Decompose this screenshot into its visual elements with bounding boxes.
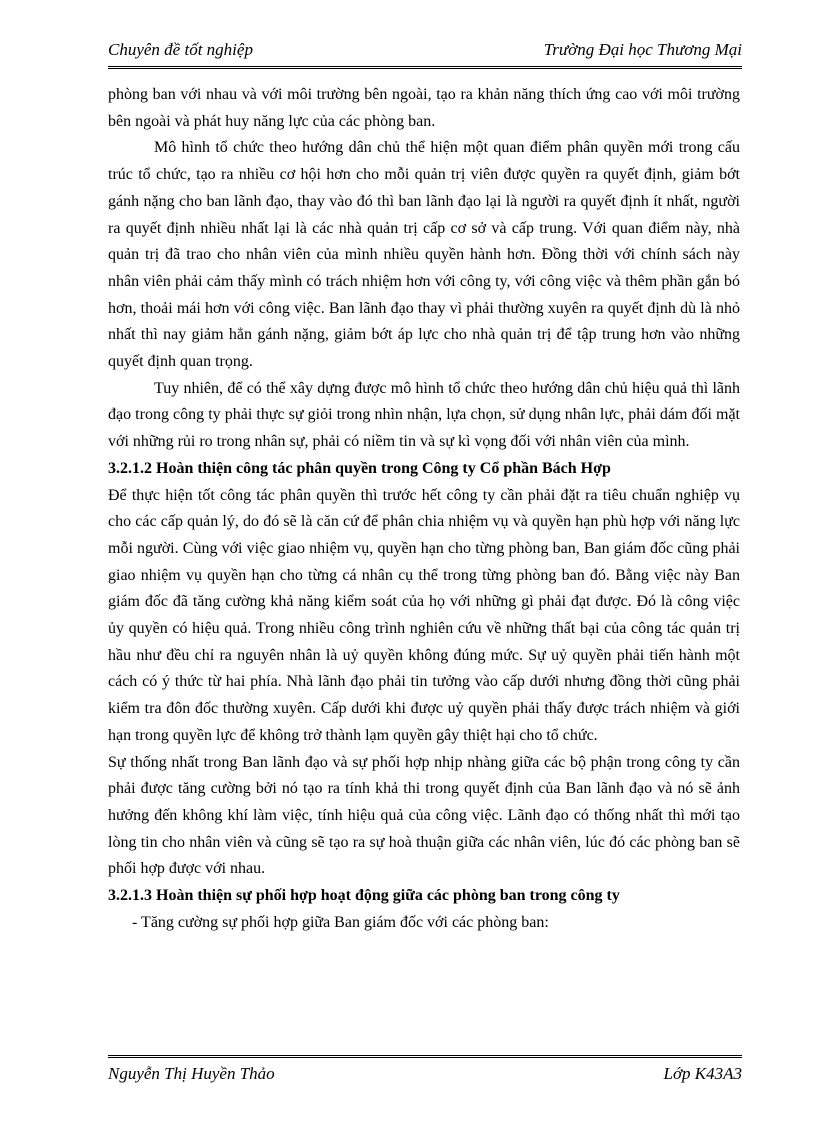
page-header	[108, 40, 742, 69]
paragraph-1: phòng ban với nhau và với môi trường bên ngoài, tạo ra khản năng thích ứng cao với môi trường bên ngoài và phát huy năng lực của các phòng ban.	[108, 86, 740, 130]
footer-author: Nguyễn Thị Huyền Thảo	[108, 1064, 275, 1083]
footer-class: Lớp K43A3	[663, 1064, 742, 1083]
bullet-item: - Tăng cường sự phối hợp giữa Ban giám đốc với các phòng ban:	[132, 913, 549, 931]
header-university: Trường Đại học Thương Mại	[543, 40, 742, 59]
paragraph-4: Để thực hiện tốt công tác phân quyền thì trước hết công ty cần phải đặt ra tiêu chuẩn nghiệp vụ cho các cấp quản lý, do đó sẽ là căn cứ để phân chia nhiệm vụ và quyền hạn phù hợp với năng lực mỗi người. Cùng với việc giao nhiệm vụ, quyền hạn cho từng phòng ban, Ban giám đốc cũng phải giao nhiệm vụ quyền hạn cho từng cá nhân cụ thể trong từng phòng ban đó. Bằng việc này Ban giám đốc đã tăng cường khả năng kiểm soát của họ với những gì phải đạt được. Đó là công việc ủy quyền có hiệu quả. Trong nhiều công trình nghiên cứu về những thất bại của công tác quản trị hầu như đều chỉ ra nguyên nhân là uỷ quyền không đúng mức. Sự uỷ quyền phải tiến hành một cách có ý thức từ hai phía. Nhà lãnh đạo phải tin tưởng vào cấp dưới nhưng đồng thời cũng phải kiểm tra đôn đốc thường xuyên. Cấp dưới khi được uỷ quyền phải thấy được trách nhiệm và giới hạn trong quyền lực để không trở thành lạm quyền gây thiệt hại cho tổ chức.	[108, 486, 740, 744]
page-content	[108, 82, 740, 937]
paragraph-5: Sự thống nhất trong Ban lãnh đạo và sự phối hợp nhịp nhàng giữa các bộ phận trong công ty cần phải được tăng cường bởi nó tạo ra tính khả thi trong quyết định của Ban lãnh đạo và nó sẽ ảnh hưởng đến không khí làm việc, tính hiệu quả của công việc. Lãnh đạo có thống nhất thì mới tạo lòng tin cho nhân viên và cũng sẽ tạo ra sự hoà thuận giữa các nhân viên, lúc đó các phòng ban sẽ phối hợp được với nhau.	[108, 753, 740, 878]
paragraph-3: Tuy nhiên, để có thể xây dựng được mô hình tổ chức theo hướng dân chủ hiệu quả thì lãnh đạo trong công ty phải thực sự giỏi trong nhìn nhận, lựa chọn, sử dụng nhân lực, phải dám đối mặt với những rủi ro trong nhân sự, phải có niềm tin và sự kì vọng đối với nhân viên của mình.	[108, 379, 740, 451]
page-footer	[108, 1055, 742, 1088]
section-heading-3-2-1-3: 3.2.1.3 Hoàn thiện sự phối hợp hoạt động giữa các phòng ban trong công ty	[108, 887, 620, 905]
header-document-type: Chuyên đề tốt nghiệp	[108, 40, 253, 59]
paragraph-2: Mô hình tổ chức theo hướng dân chủ thể hiện một quan điểm phân quyền mới trong cấu trúc tổ chức, tạo ra nhiều cơ hội hơn cho mỗi quản trị viên được quyền ra quyết định, giảm bớt gánh nặng cho ban lãnh đạo, thay vào đó thì ban lãnh đạo lại là người ra quyết định ít nhất, người ra quyết định nhiều nhất lại là các nhà quản trị cấp cơ sở và cấp trung. Với quan điểm này, nhà quản trị đã trao cho nhân viên của mình nhiều quyền hành hơn. Đồng thời với chính sách này nhân viên phải cảm thấy mình có trách nhiệm hơn với công ty, với công việc và thêm phần gắn bó hơn, thoải mái hơn với công việc. Ban lãnh đạo thay vì phải thường xuyên ra quyết định dù là nhỏ nhất thì nay giảm hẳn gánh nặng, giảm bớt áp lực cho nhà quản trị để tập trung hơn vào những quyết định quan trọng.	[108, 139, 740, 371]
section-heading-3-2-1-2: 3.2.1.2 Hoàn thiện công tác phân quyền trong Công ty Cổ phần Bách Hợp	[108, 459, 611, 477]
